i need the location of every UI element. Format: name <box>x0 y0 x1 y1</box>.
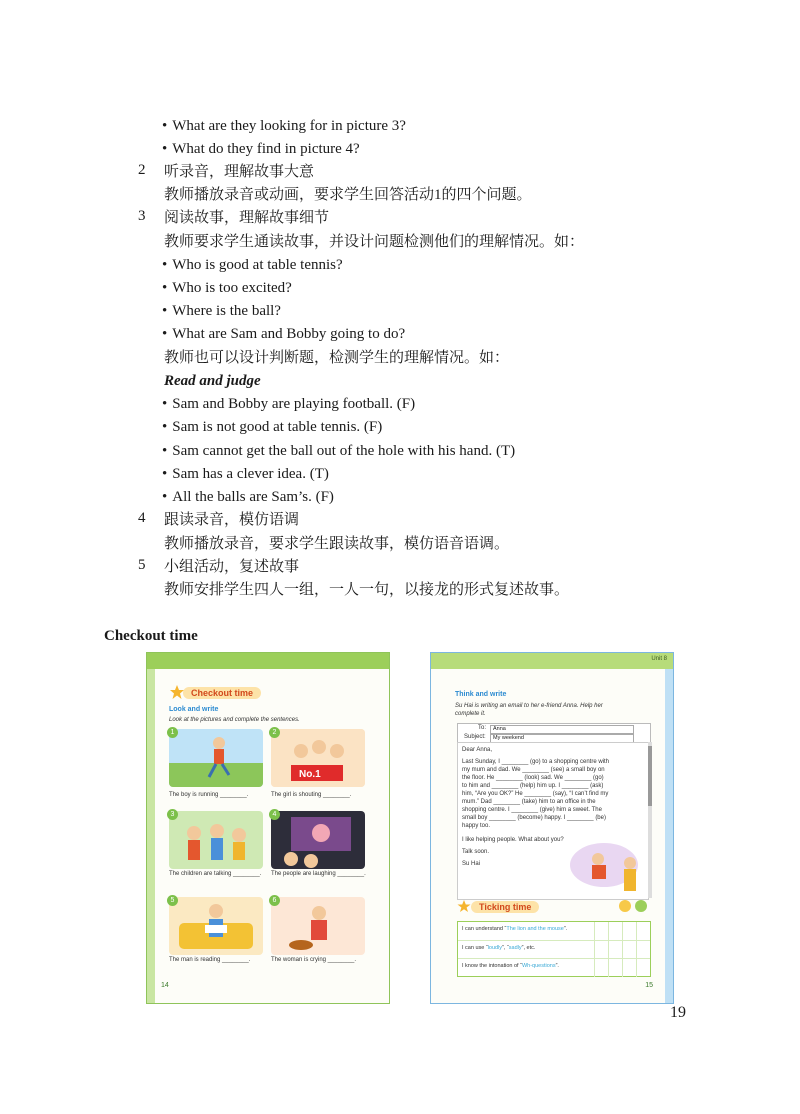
tick-box[interactable] <box>622 941 637 959</box>
tick-box[interactable] <box>594 941 609 959</box>
comprehension-question: • Who is too excited? <box>162 278 292 298</box>
tick-box[interactable] <box>608 941 623 959</box>
picture-man-reading <box>169 897 263 955</box>
letter-line: to him and ________ (help) him up. I ________ (ask) <box>462 783 604 789</box>
judge-statement: • Sam cannot get the ball out of the hole with his hand. (T) <box>162 441 515 461</box>
question-picture-3: • What are they looking for in picture 3? <box>162 116 406 136</box>
step-title: 跟读录音，模仿语调 <box>164 512 300 528</box>
step-title: 听录音，理解故事大意 <box>164 164 315 180</box>
picture-people-laughing <box>271 811 365 869</box>
step-number: 5 <box>138 557 146 573</box>
page-side-stripe <box>147 669 155 1003</box>
comprehension-question: • Where is the ball? <box>162 301 281 321</box>
page-top-bar <box>147 653 389 669</box>
instruction: Su Hai is writing an email to her e-friend Anna. Help her <box>455 703 603 709</box>
picture-number-badge: 3 <box>167 809 178 820</box>
letter-line: small boy ________ (become) happy. I ________ (be) <box>462 815 606 821</box>
letter-line: Last Sunday, I ________ (go) to a shopping centre with <box>462 759 609 765</box>
page-top-bar <box>431 653 673 669</box>
tick-box[interactable] <box>636 959 651 977</box>
star-icon <box>457 899 471 913</box>
ticking-time-heading: Ticking time <box>471 901 539 913</box>
comprehension-question: • What are Sam and Bobby going to do? <box>162 324 405 344</box>
judge-intro: 教师也可以设计判断题，检测学生的理解情况。如： <box>164 350 510 366</box>
sentence-caption: The girl is shouting ________. <box>271 792 352 798</box>
letter-line: I like helping people. What about you? <box>462 837 564 843</box>
page-number: 19 <box>670 1004 686 1021</box>
decoration-icon <box>617 897 649 915</box>
tick-box[interactable] <box>608 922 623 940</box>
picture-number-badge: 1 <box>167 727 178 738</box>
tick-box[interactable] <box>594 922 609 940</box>
letter-line: mum.” Dad ________ (take) him to an office in the <box>462 799 596 805</box>
subject-label: Subject: <box>464 734 486 740</box>
textbook-page-right <box>430 652 674 1004</box>
no1-sign-text: No.1 <box>299 769 321 780</box>
letter-line: Dear Anna, <box>462 747 493 753</box>
letter-line: Talk soon. <box>462 849 490 855</box>
scrollbar-thumb <box>648 746 652 806</box>
tick-box[interactable] <box>608 959 623 977</box>
sentence-caption: The boy is running ________. <box>169 792 249 798</box>
picture-number-badge: 5 <box>167 895 178 906</box>
look-and-write-subheading: Look and write <box>169 706 219 713</box>
step-title: 阅读故事，理解故事细节 <box>164 210 330 226</box>
letter-line: Su Hai <box>462 861 481 867</box>
unit-tag: Unit 8 <box>651 656 667 662</box>
tick-box[interactable] <box>636 941 651 959</box>
section-title: Checkout time <box>104 628 198 644</box>
step-description: 教师安排学生四人一组，一人一句，以接龙的形式复述故事。 <box>164 582 570 598</box>
page-side-stripe <box>665 669 673 1003</box>
ticking-row: I can understand “The lion and the mouse”. <box>458 922 650 940</box>
judge-statement: • Sam is not good at table tennis. (F) <box>162 417 382 437</box>
picture-number-badge: 4 <box>269 809 280 820</box>
step-description: 教师播放录音或动画，要求学生回答活动1的四个问题。 <box>164 187 532 203</box>
instruction: Look at the pictures and complete the sentences. <box>169 717 300 723</box>
tick-box[interactable] <box>636 922 651 940</box>
ticking-row: I can use “loudly”, “sadly”, etc. <box>458 940 650 959</box>
email-illustration <box>568 839 644 895</box>
checkout-time-heading: Checkout time <box>183 687 261 699</box>
email-header <box>457 723 651 744</box>
read-and-judge-title: Read and judge <box>164 373 261 389</box>
judge-statement: • Sam has a clever idea. (T) <box>162 464 329 484</box>
tick-box[interactable] <box>622 922 637 940</box>
picture-number-badge: 6 <box>269 895 280 906</box>
tick-box[interactable] <box>594 959 609 977</box>
letter-line: the floor. He ________ (look) sad. We ________ (go) <box>462 775 604 781</box>
instruction: complete it. <box>455 711 486 717</box>
judge-statement: • Sam and Bobby are playing football. (F) <box>162 394 415 414</box>
subject-field: My weekend <box>490 734 634 743</box>
question-picture-4: • What do they find in picture 4? <box>162 139 360 159</box>
comprehension-question: • Who is good at table tennis? <box>162 255 343 275</box>
sentence-caption: The children are talking ________. <box>169 871 262 877</box>
to-field: Anna <box>490 725 634 734</box>
textbook-page-left <box>146 652 390 1004</box>
letter-line: shopping centre. I ________ (give) him a sweet. The <box>462 807 602 813</box>
email-body <box>457 742 649 900</box>
textbook-page-number: 15 <box>645 982 653 989</box>
picture-girl-shouting <box>271 729 365 787</box>
letter-line: happy too. <box>462 823 491 829</box>
letter-line: my mum and dad. We ________ (see) a small boy on <box>462 767 605 773</box>
letter-line: him, “Are you OK?” He ________ (say), “I can’t find my <box>462 791 609 797</box>
step-description: 教师要求学生通读故事，并设计问题检测他们的理解情况。如： <box>164 234 585 250</box>
ticking-row: I know the intonation of “Wh-questions”. <box>458 958 650 977</box>
step-title: 小组活动，复述故事 <box>164 559 300 575</box>
think-and-write-subheading: Think and write <box>455 691 507 698</box>
step-description: 教师播放录音，要求学生跟读故事，模仿语音语调。 <box>164 536 510 552</box>
picture-woman-crying <box>271 897 365 955</box>
ticking-table <box>457 921 651 977</box>
sentence-caption: The people are laughing ________. <box>271 871 366 877</box>
sentence-caption: The woman is crying ________. <box>271 957 357 963</box>
picture-children-talking <box>169 811 263 869</box>
step-number: 4 <box>138 510 146 526</box>
tick-box[interactable] <box>622 959 637 977</box>
to-label: To: <box>478 725 487 731</box>
step-number: 3 <box>138 208 146 224</box>
picture-number-badge: 2 <box>269 727 280 738</box>
sentence-caption: The man is reading ________. <box>169 957 251 963</box>
picture-boy-running <box>169 729 263 787</box>
judge-statement: • All the balls are Sam’s. (F) <box>162 487 334 507</box>
textbook-page-number: 14 <box>161 982 169 989</box>
email-scrollbar <box>648 742 652 898</box>
step-number: 2 <box>138 162 146 178</box>
